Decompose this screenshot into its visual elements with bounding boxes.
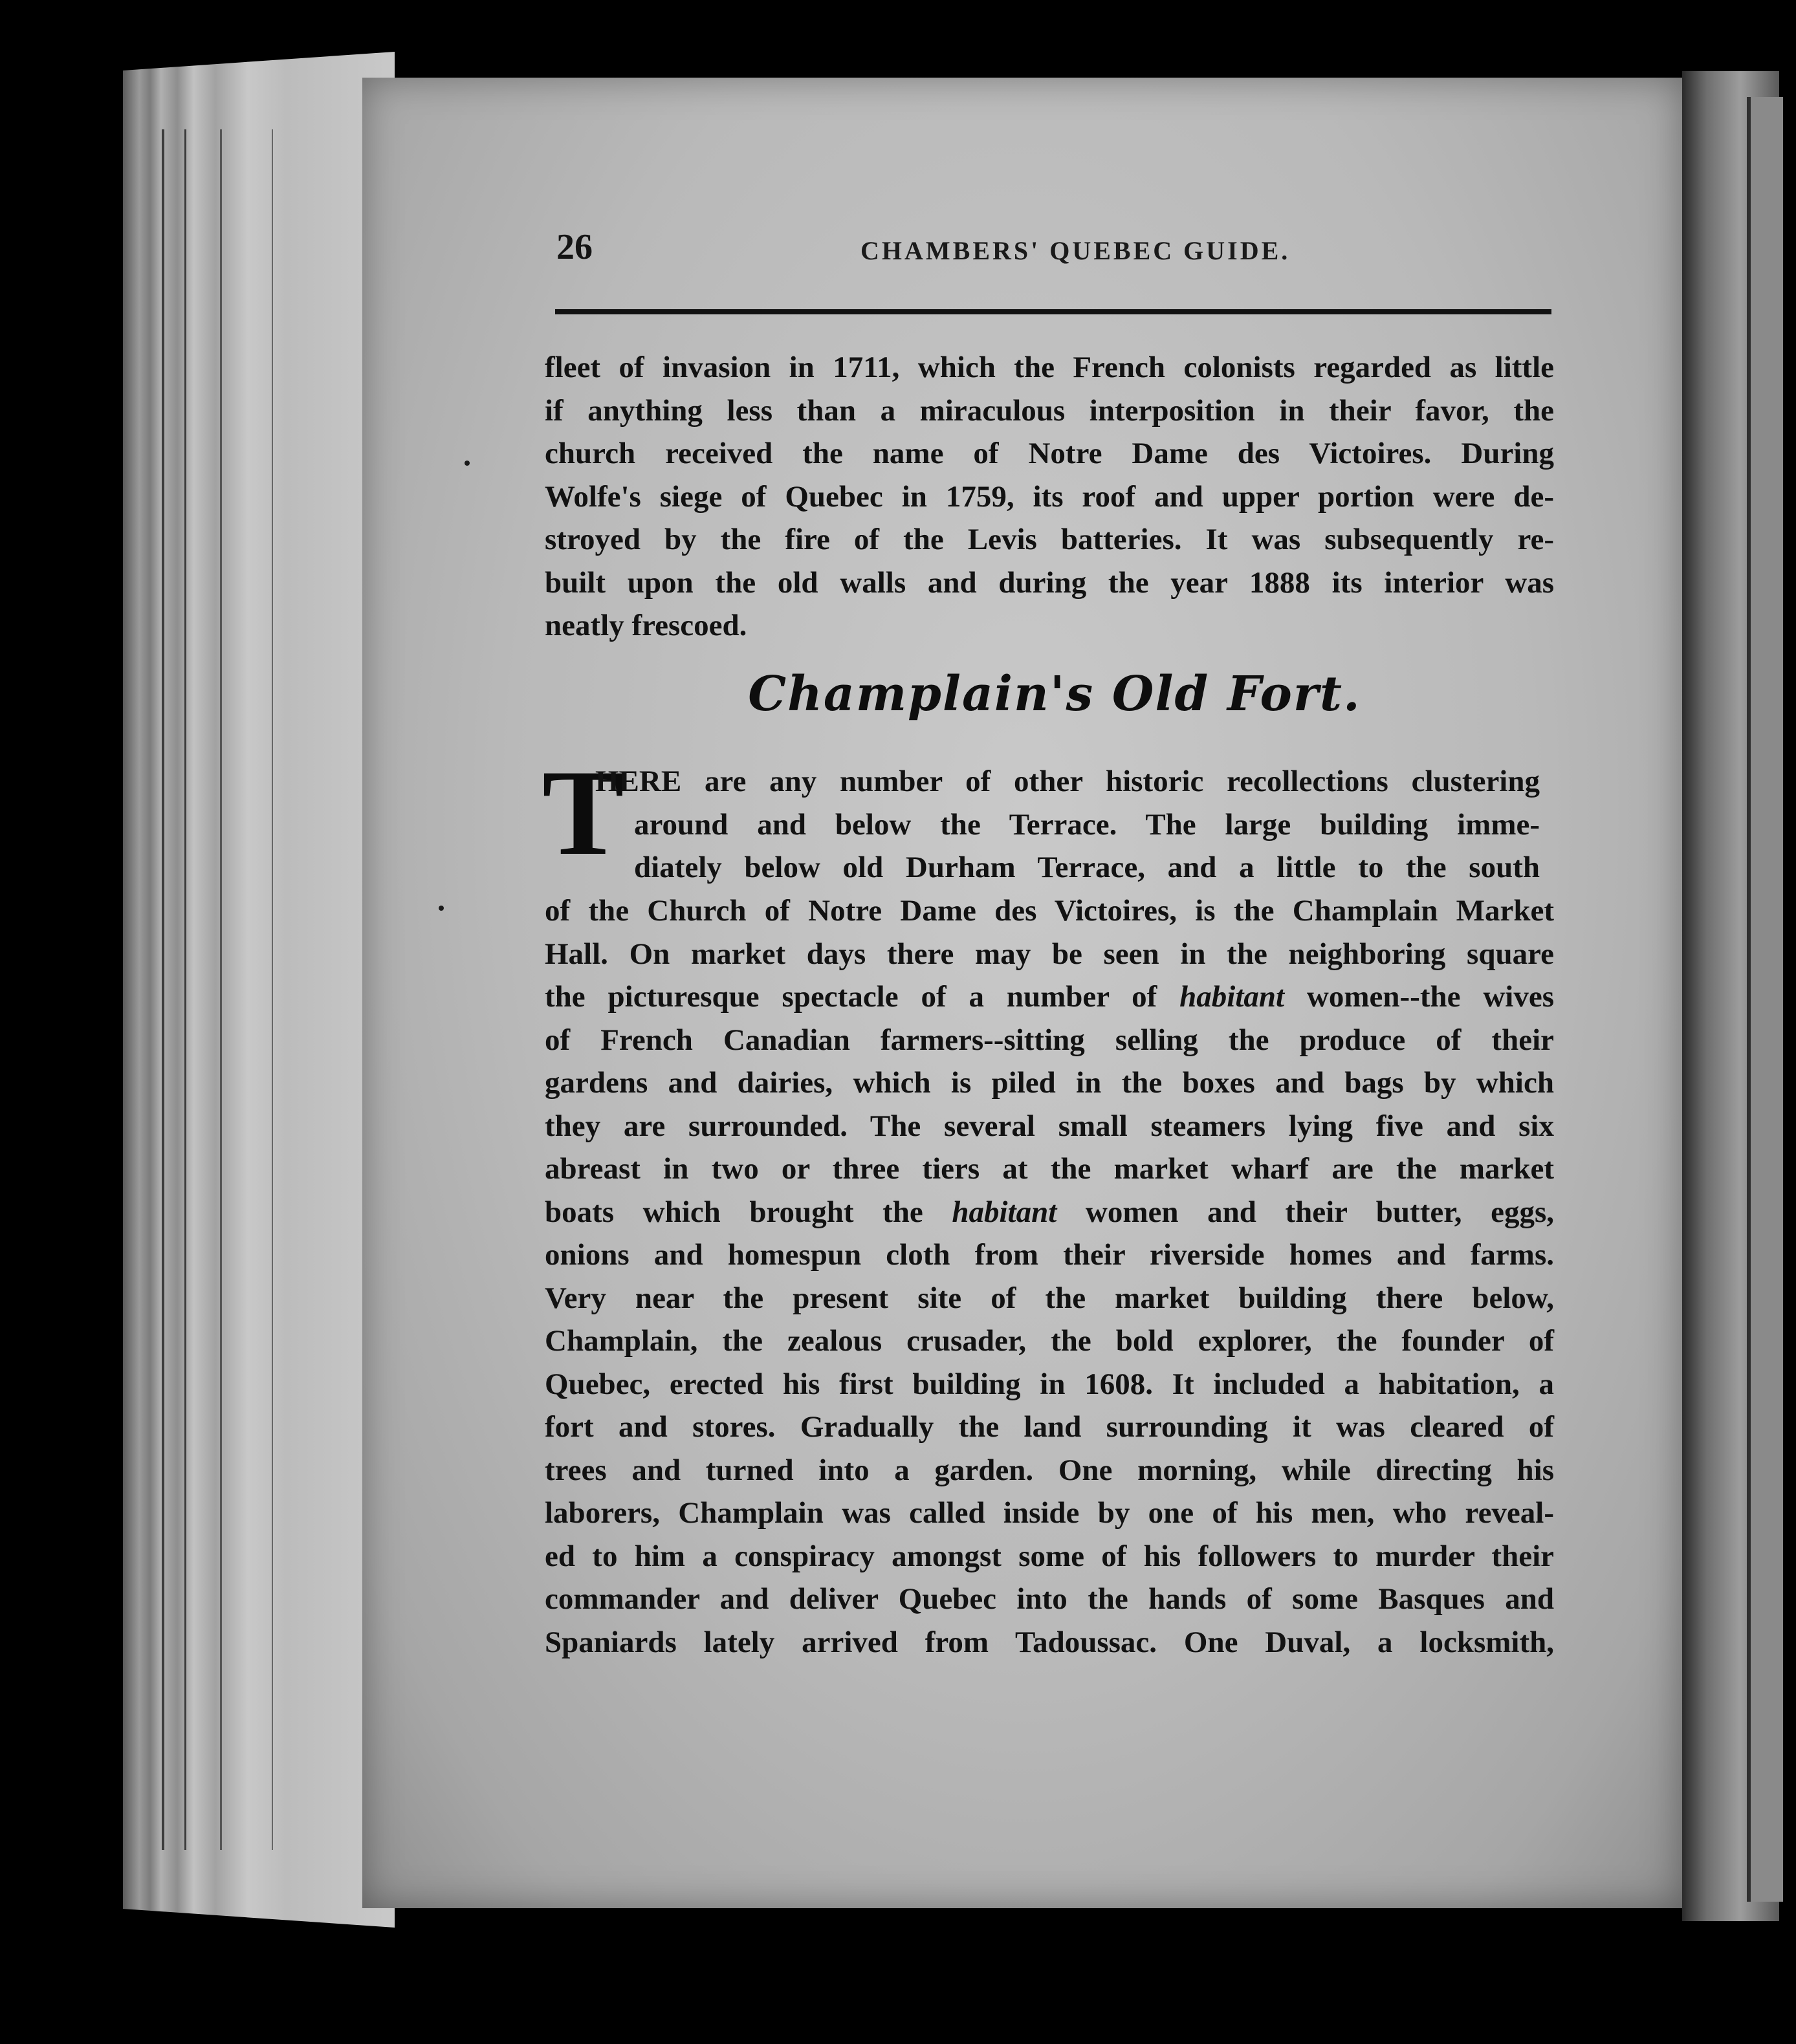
- text-line: commander and deliver Quebec into the hands of some Basques and: [545, 1582, 1554, 1616]
- page-header: [556, 226, 1540, 278]
- text-line: Champlain, the zealous crusader, the bold explorer, the founder of: [545, 1324, 1554, 1358]
- text-line: Spaniards lately arrived from Tadoussac. One Duval, a locksmith,: [545, 1625, 1554, 1659]
- text-line: they are surrounded. The several small steamers lying five and six: [545, 1109, 1554, 1143]
- text-line: Hall. On market days there may be seen in the neighboring square: [545, 937, 1554, 971]
- page-edge-line: [220, 129, 222, 1850]
- text-line: stroyed by the fire of the Levis batteries. It was subsequently re-: [545, 523, 1554, 556]
- text-line: onions and homespun cloth from their riverside homes and farms.: [545, 1238, 1554, 1272]
- text-line: fort and stores. Gradually the land surrounding it was cleared of: [545, 1410, 1554, 1444]
- book-page-edges: [123, 52, 395, 1928]
- text-line: gardens and dairies, which is piled in the boxes and bags by which: [545, 1066, 1554, 1100]
- text-line: Very near the present site of the market building there below,: [545, 1281, 1554, 1315]
- paragraph-2-indented: [595, 760, 1540, 889]
- italic-word: habitant: [952, 1195, 1057, 1229]
- text-line: built upon the old walls and during the year 1888 its interior was: [545, 565, 1554, 600]
- margin-speck: [439, 906, 444, 911]
- text-line: if anything less than a miraculous interposition in their favor, the: [545, 393, 1554, 428]
- text-line: of the Church of Notre Dame des Victoires, is the Champlain Market: [545, 894, 1554, 928]
- page-edge-line: [162, 129, 164, 1850]
- text-line: Quebec, erected his first building in 1608. It included a habitation, a: [545, 1367, 1554, 1401]
- page-edge-line: [272, 129, 273, 1850]
- text-line: ed to him a conspiracy amongst some of his followers to murder their: [545, 1539, 1554, 1573]
- text-line: laborers, Champlain was called inside by one of his men, who reveal-: [545, 1496, 1554, 1530]
- text-line: abreast in two or three tiers at the market wharf are the market: [545, 1152, 1554, 1186]
- page-number: 26: [556, 227, 593, 267]
- text-line: church received the name of Notre Dame des Victoires. During: [545, 437, 1554, 470]
- text-line: boats which brought the habitant women and their butter, eggs,: [545, 1195, 1555, 1229]
- text-line: fleet of invasion in 1711, which the French colonists regarded as little: [545, 351, 1554, 384]
- text-line: around and below the Terrace. The large building imme-: [634, 807, 1540, 842]
- text-line: HERE are any number of other historic recollections clustering: [595, 765, 1540, 798]
- text-line: the picturesque spectacle of a number of habitant women--the wives: [545, 980, 1554, 1014]
- text-line: trees and turned into a garden. One morning, while directing his: [545, 1453, 1554, 1487]
- italic-word: habitant: [1179, 980, 1285, 1014]
- drop-cap: T: [542, 745, 624, 881]
- margin-speck: [465, 461, 470, 466]
- paragraph-1: [545, 346, 1554, 647]
- text-line: Wolfe's siege of Quebec in 1759, its roof and upper portion were de-: [545, 479, 1554, 514]
- text-line: neatly frescoed.: [545, 609, 747, 642]
- paragraph-2: [545, 889, 1554, 1664]
- header-rule: [555, 309, 1551, 314]
- text-line: of French Canadian farmers--sitting selling the produce of their: [545, 1023, 1554, 1057]
- running-head: CHAMBERS' QUEBEC GUIDE.: [860, 236, 1291, 265]
- facing-page-inner: [1747, 97, 1783, 1902]
- page-edge-line: [184, 129, 186, 1850]
- section-heading: Champlain's Old Fort.: [748, 666, 1361, 722]
- text-line: diately below old Durham Terrace, and a little to the south: [634, 851, 1540, 884]
